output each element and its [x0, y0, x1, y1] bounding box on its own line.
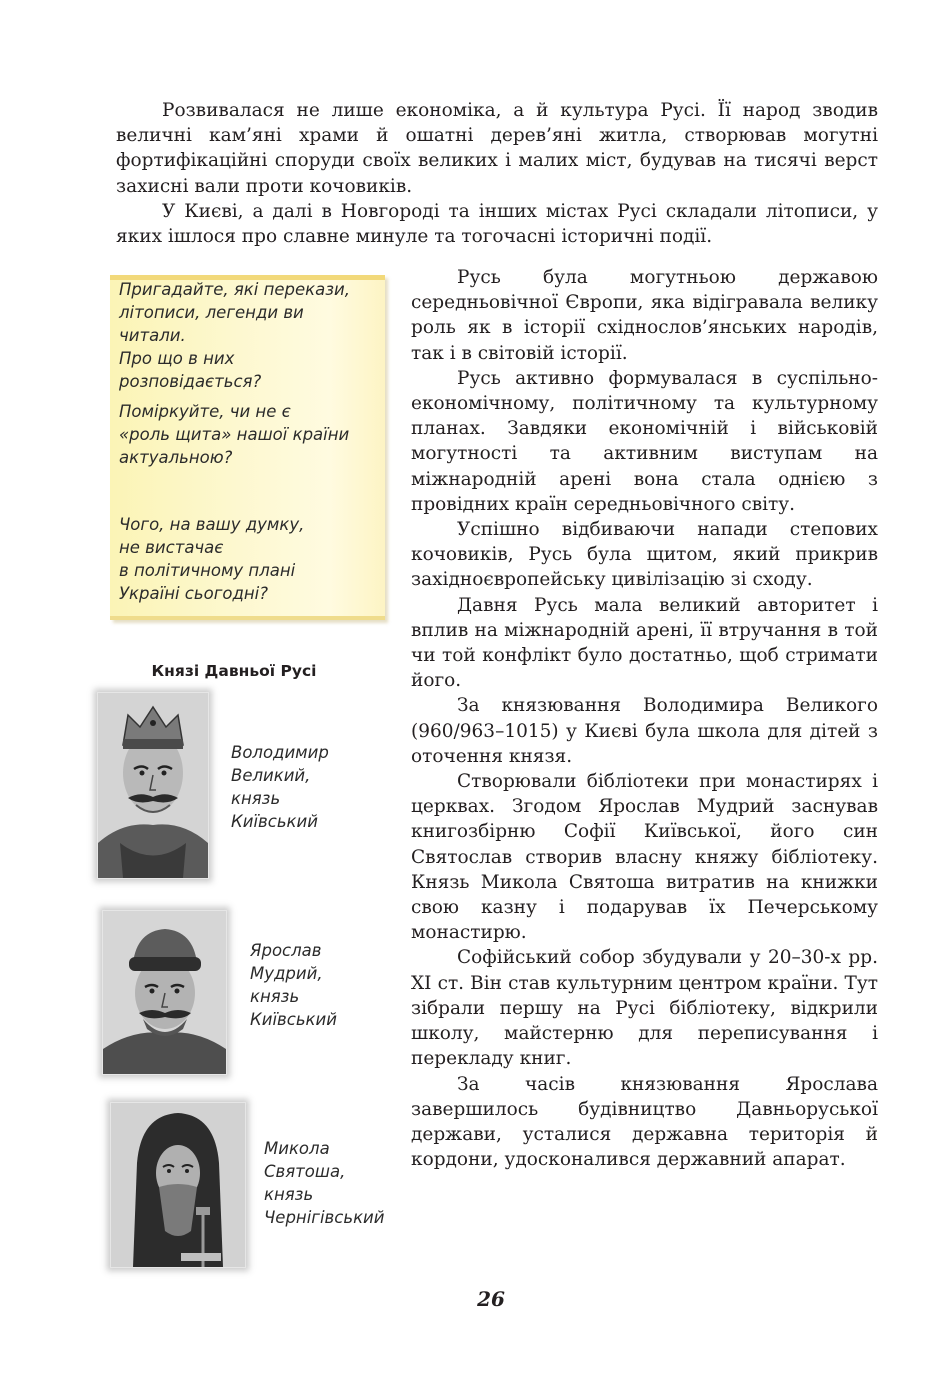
main-text-column — [411, 265, 878, 1172]
caption-mykola-sviatosha: Микола Святоша, князь Чернігівський — [264, 1139, 385, 1227]
portrait-mykola-sviatosha — [110, 1102, 246, 1268]
main-paragraph-6: Створювали бібліотеки при монастирях і церквах. Згодом Ярослав Мудрий заснував книгозбірню Софії Київської, його син Святослав створив власну княжу бібліотеку. Князь Микола Святоша витратив на книжки свою казну і подарував їх Печерському монастирю. — [411, 771, 878, 944]
intro-paragraph-1: Розвивалася не лише економіка, а й культура Русі. Її народ зводив величні кам’яні храми й ошатні дерев’яні житла, створював могутні фортифікаційні споруди своїх великих і малих міст, будував на тисячі верст захисні вали проти кочовиків. — [116, 100, 878, 197]
intro-text — [116, 98, 878, 249]
main-paragraph-1: Русь була могутньою державою середньовічної Європи, яка відігравала велику роль як в історії східнослов’янських народів, так і в світовій історії. — [411, 267, 878, 364]
main-paragraph-5: За князювання Володимира Великого (960/963–1015) у Києві була школа для дітей з оточення князя. — [411, 695, 878, 767]
question-shield-role: Поміркуйте, чи не є «роль щита» нашої країни актуальною? — [119, 402, 350, 467]
main-paragraph-8: За часів князювання Ярослава завершилось будівництво Давньоруської держави, усталися державна територія й кордони, удосконалився державний апарат. — [411, 1073, 878, 1171]
caption-volodymyr: Володимир Великий, князь Київський — [231, 743, 329, 831]
princes-section-title: Князі Давньої Русі — [151, 662, 317, 680]
caption-yaroslav: Ярослав Мудрий, князь Київський — [250, 941, 337, 1029]
page-number: 26 — [477, 1287, 505, 1311]
prince-crown-portrait-icon — [98, 693, 208, 878]
monk-hood-portrait-icon — [111, 1103, 245, 1267]
portrait-yaroslav — [102, 910, 227, 1075]
question-recall: Пригадайте, які перекази, літописи, легенди ви читали. Про що в них розповідається? — [119, 280, 350, 391]
portrait-volodymyr — [97, 692, 209, 879]
prince-fur-hat-portrait-icon — [103, 911, 226, 1074]
main-paragraph-7: Софійський собор збудували у 20–30-х рр. ХІ ст. Він став культурним центром країни. Тут зібрали першу на Русі бібліотеку, відкрили школу, майстерню для переписування і перекладу книг. — [411, 947, 878, 1070]
main-paragraph-4: Давня Русь мала великий авторитет і вплив на міжнародній арені, її втручання в той чи той конфлікт було достатньо, щоб стримати його. — [411, 594, 878, 692]
main-paragraph-3: Успішно відбиваючи напади степових кочовиків, Русь була щитом, який прикрив західноєвропейську цивілізацію зі сходу. — [411, 519, 878, 591]
reflection-questions-box — [110, 275, 385, 620]
intro-paragraph-2: У Києві, а далі в Новгороді та інших містах Русі складали літописи, у яких ішлося про славне минуле та тогочасні історичні події. — [116, 200, 878, 248]
question-political-plan: Чого, на вашу думку, не вистачає в політичному плані Україні сьогодні? — [119, 515, 305, 603]
main-paragraph-2: Русь активно формувалася в суспільно-економічному, політичному та культурному планах. Завдяки економічній і військовій могутності та активним виступам на міжнародній арені вона стала однією з провідних країн середньовічного світу. — [411, 367, 878, 515]
